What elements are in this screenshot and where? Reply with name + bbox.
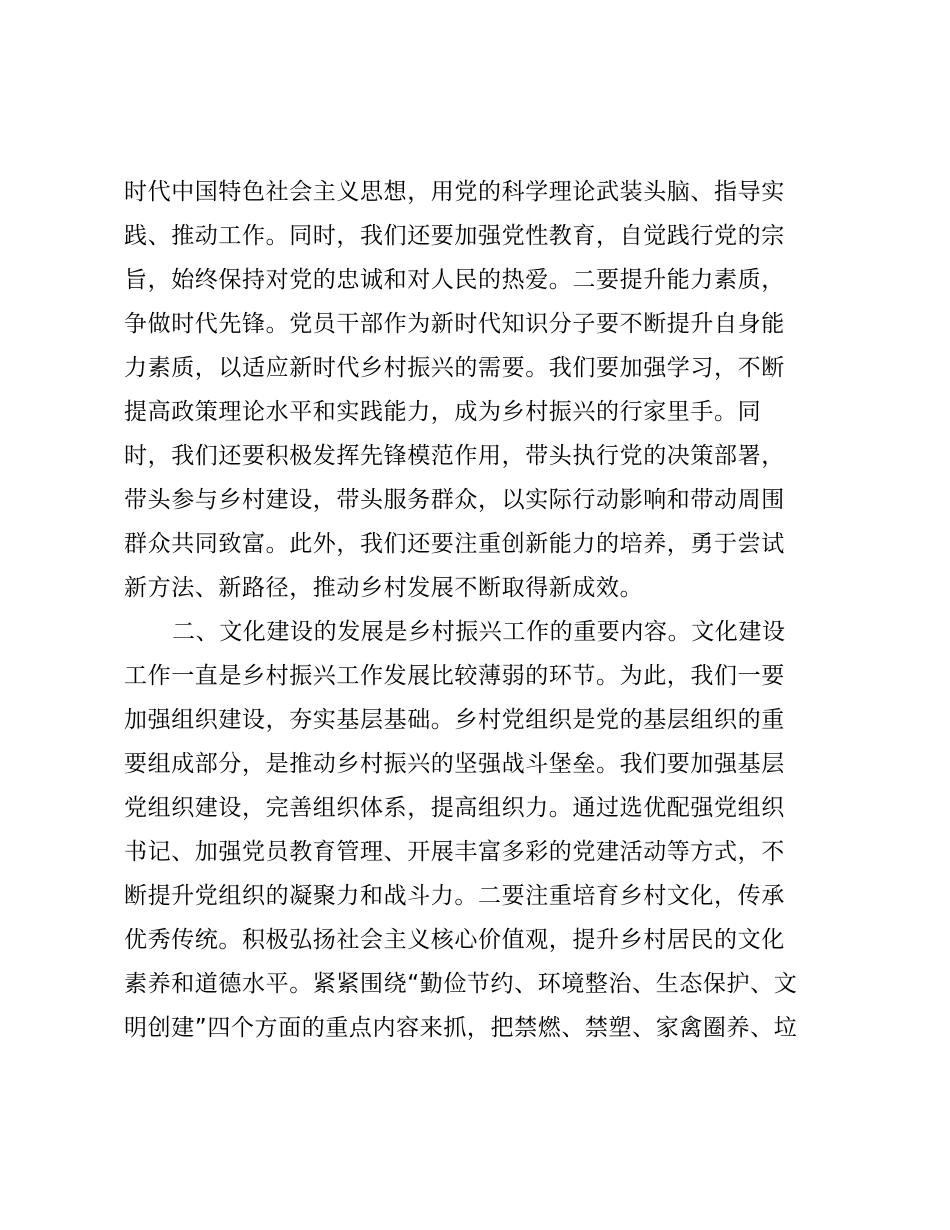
text-line: 加强组织建设，夯实基层基础。乡村党组织是党的基层组织的重 xyxy=(124,707,785,733)
body-text xyxy=(124,170,834,1050)
text-line: 书记、加强党员教育管理、开展丰富多彩的党建活动等方式，不 xyxy=(124,839,785,865)
text-line: 要组成部分，是推动乡村振兴的坚强战斗堡垒。我们要加强基层 xyxy=(124,751,785,777)
text-line: 时，我们还要积极发挥先锋模范作用，带头执行党的决策部署， xyxy=(124,443,785,469)
text-line: 旨，始终保持对党的忠诚和对人民的热爱。二要提升能力素质， xyxy=(124,267,785,293)
text-line: 力素质，以适应新时代乡村振兴的需要。我们要加强学习，不断 xyxy=(124,355,785,381)
text-line: 素养和道德水平。紧紧围绕“勤俭节约、环境整治、生态保护、文 xyxy=(124,971,798,997)
text-line: 工作一直是乡村振兴工作发展比较薄弱的环节。为此，我们一要 xyxy=(124,663,785,689)
text-line: 断提升党组织的凝聚力和战斗力。二要注重培育乡村文化，传承 xyxy=(124,883,785,909)
text-line: 群众共同致富。此外，我们还要注重创新能力的培养，勇于尝试 xyxy=(124,531,785,557)
text-line: 优秀传统。积极弘扬社会主义核心价值观，提升乡村居民的文化 xyxy=(124,927,785,953)
text-line: 新方法、新路径，推动乡村发展不断取得新成效。 xyxy=(124,575,644,601)
text-line: 争做时代先锋。党员干部作为新时代知识分子要不断提升自身能 xyxy=(124,311,785,337)
text-line: 践、推动工作。同时，我们还要加强党性教育，自觉践行党的宗 xyxy=(124,223,785,249)
text-line: 提高政策理论水平和实践能力，成为乡村振兴的行家里手。同 xyxy=(124,399,762,425)
text-line: 时代中国特色社会主义思想，用党的科学理论武装头脑、指导实 xyxy=(124,179,785,205)
text-line: 带头参与乡村建设，带头服务群众，以实际行动影响和带动周围 xyxy=(124,487,785,513)
text-line: 明创建”四个方面的重点内容来抓，把禁燃、禁塑、家禽圈养、垃 xyxy=(124,1015,798,1041)
paragraph-start-line: 二、文化建设的发展是乡村振兴工作的重要内容。文化建设 xyxy=(172,619,786,645)
text-line: 党组织建设，完善组织体系，提高组织力。通过选优配强党组织 xyxy=(124,795,785,821)
